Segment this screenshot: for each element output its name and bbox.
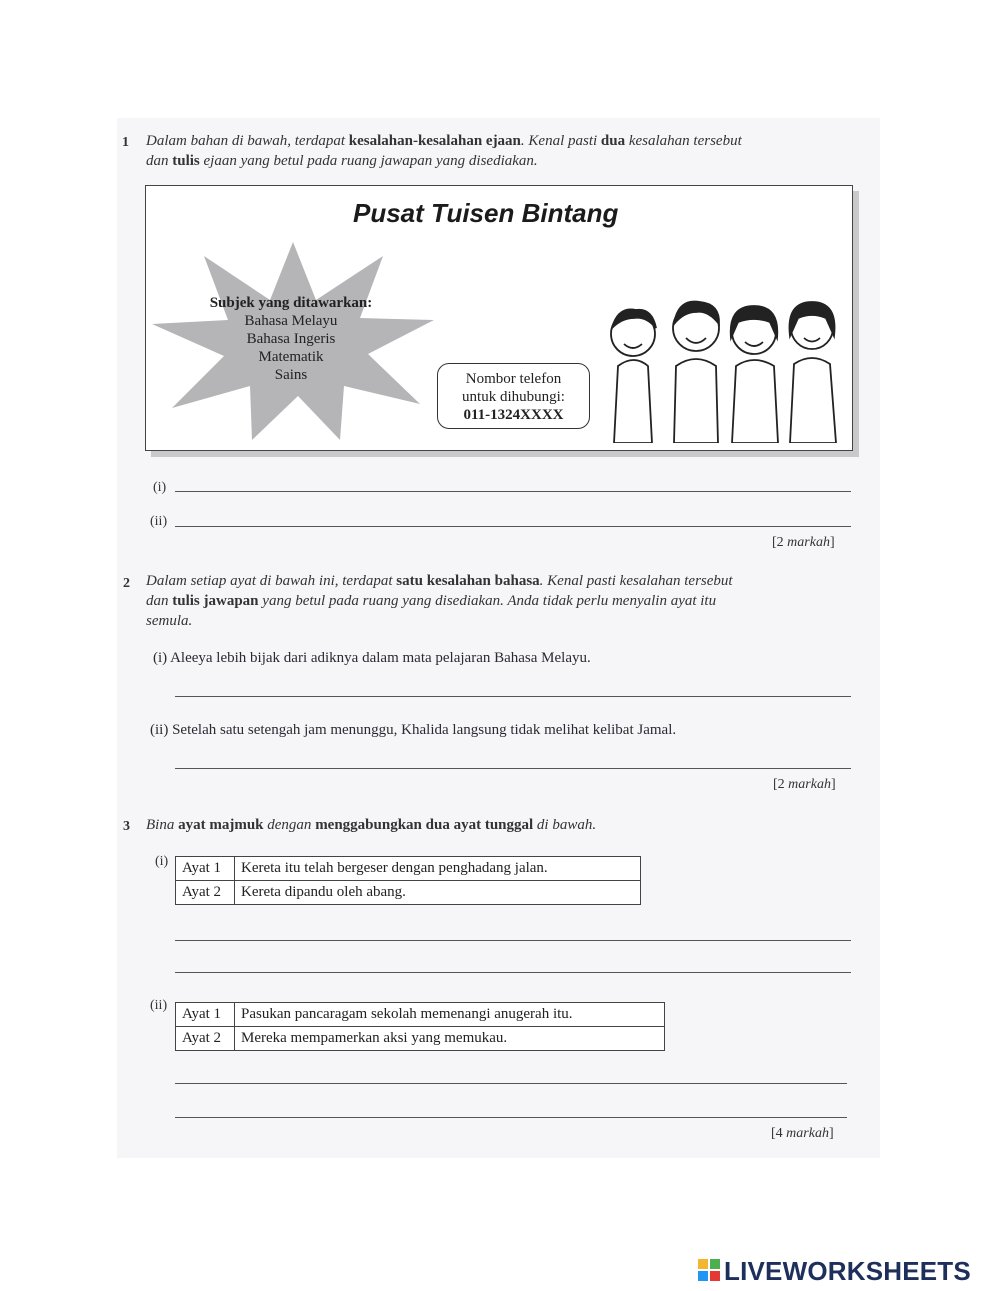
ayat-sentence: Kereta itu telah bergeser dengan penghadang jalan. xyxy=(235,857,641,881)
table-row xyxy=(176,857,641,881)
q2-item-ii: (ii) Setelah satu setengah jam menunggu, Khalida langsung tidak melihat kelibat Jamal. xyxy=(150,722,677,738)
tuition-poster xyxy=(145,185,853,451)
q3-table-ii xyxy=(175,1002,665,1051)
q2-number: 2 xyxy=(123,576,130,591)
q1-answer-label-i: (i) xyxy=(153,480,167,495)
ayat-label: Ayat 1 xyxy=(176,1003,235,1027)
ayat-sentence: Mereka mempamerkan aksi yang memukau. xyxy=(235,1027,665,1051)
subject-item: Sains xyxy=(274,367,308,383)
phone-box xyxy=(437,363,590,429)
q3-answer-line-ii-2[interactable] xyxy=(175,1117,847,1118)
ayat-sentence: Kereta dipandu oleh abang. xyxy=(235,881,641,905)
table-row xyxy=(176,881,641,905)
q2-marks: [2 markah] xyxy=(773,777,836,792)
liveworksheets-logo-icon xyxy=(698,1259,720,1281)
ayat-sentence: Pasukan pancaragam sekolah memenangi anugerah itu. xyxy=(235,1003,665,1027)
q3-table-i xyxy=(175,856,641,905)
subjects-heading: Subjek yang ditawarkan: xyxy=(209,295,373,311)
subject-item: Bahasa Melayu xyxy=(244,313,338,329)
q3-instruction: Bina ayat majmuk dengan menggabungkan dua ayat tunggal di bawah. xyxy=(146,817,597,833)
subject-item: Bahasa Ingeris xyxy=(246,331,336,347)
liveworksheets-brand: LIVEWORKSHEETS xyxy=(724,1256,971,1286)
q3-answer-line-i-2[interactable] xyxy=(175,972,851,973)
phone-number: 011-1324XXXX xyxy=(463,407,564,423)
ayat-label: Ayat 2 xyxy=(176,881,235,905)
q3-marks: [4 markah] xyxy=(771,1126,834,1141)
q3-set-label-i: (i) xyxy=(155,854,169,869)
q3-answer-line-i-1[interactable] xyxy=(175,940,851,941)
poster-title: Pusat Tuisen Bintang xyxy=(353,198,619,228)
subject-item: Matematik xyxy=(258,349,324,365)
q1-marks: [2 markah] xyxy=(772,535,835,550)
q1-answer-line-ii[interactable] xyxy=(175,526,851,527)
q1-answer-line-i[interactable] xyxy=(175,491,851,492)
q3-set-label-ii: (ii) xyxy=(150,998,168,1013)
q1-instruction: Dalam bahan di bawah, terdapat kesalahan-kesalahan ejaan. Kenal pasti dua kesalahan tersebut dan tulis ejaan yang betul pada ruang jawapan yang disediakan. xyxy=(146,133,742,169)
q3-number: 3 xyxy=(123,819,130,834)
table-row xyxy=(176,1027,665,1051)
q2-item-i: (i) Aleeya lebih bijak dari adiknya dalam mata pelajaran Bahasa Melayu. xyxy=(153,650,591,666)
q2-answer-line-i[interactable] xyxy=(175,696,851,697)
students-illustration-icon xyxy=(604,278,844,443)
q2-instruction: Dalam setiap ayat di bawah ini, terdapat satu kesalahan bahasa. Kenal pasti kesalahan tersebut dan tulis jawapan yang betul pada ruang yang disediakan. Anda tidak perlu menyalin ayat itu semula. xyxy=(146,573,733,629)
q1-answer-label-ii: (ii) xyxy=(150,514,168,529)
table-row xyxy=(176,1003,665,1027)
subjects-list xyxy=(186,294,396,384)
q3-answer-line-ii-1[interactable] xyxy=(175,1083,847,1084)
phone-label-2: untuk dihubungi: xyxy=(462,389,565,405)
q1-number: 1 xyxy=(122,135,129,150)
phone-label-1: Nombor telefon xyxy=(465,371,562,387)
q2-answer-line-ii[interactable] xyxy=(175,768,851,769)
ayat-label: Ayat 1 xyxy=(176,857,235,881)
ayat-label: Ayat 2 xyxy=(176,1027,235,1051)
